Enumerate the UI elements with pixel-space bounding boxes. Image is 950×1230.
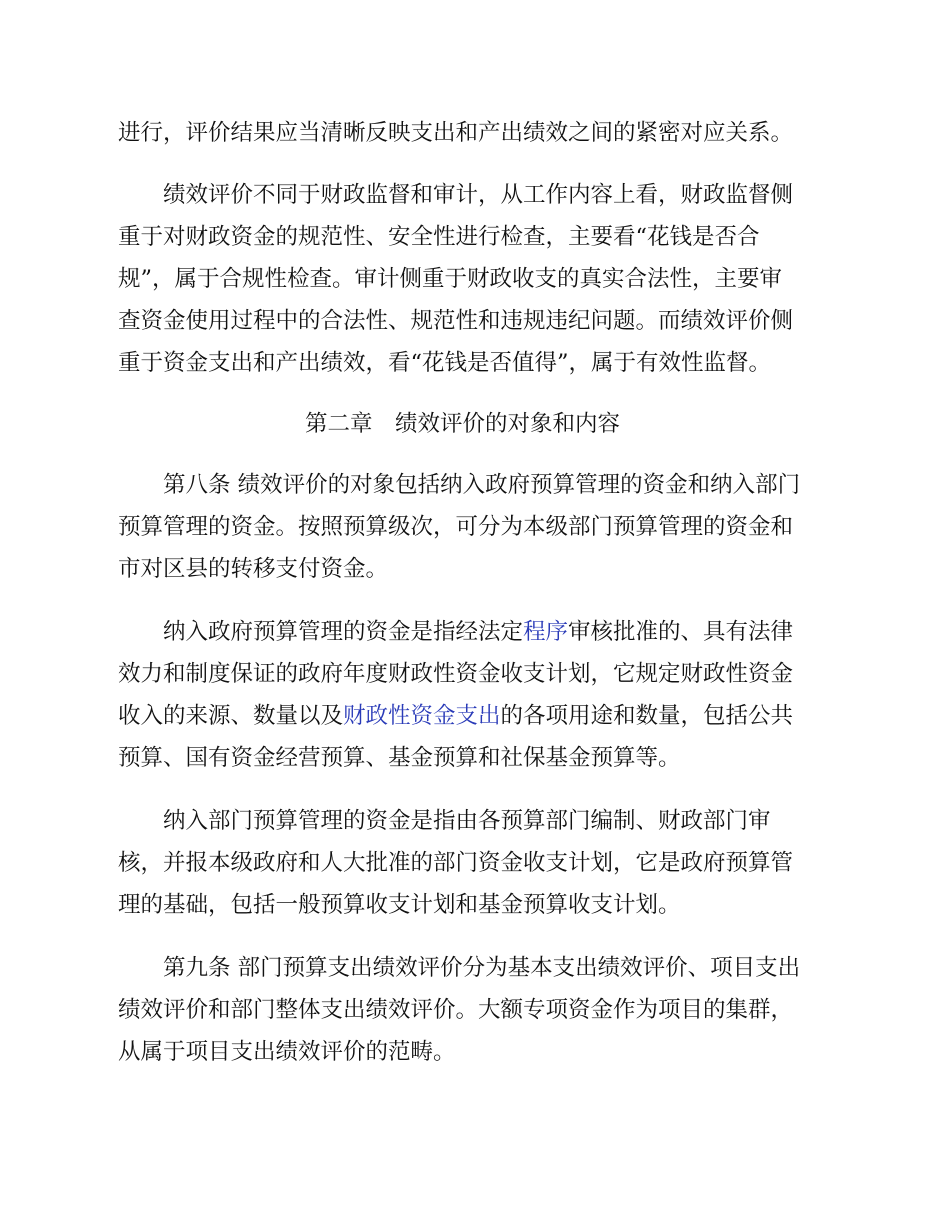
paragraph-line: 绩效评价不同于财政监督和审计，从工作内容上看，财政监督侧 <box>163 182 794 208</box>
chapter-heading: 第二章 绩效评价的对象和内容 <box>305 411 621 437</box>
article-9-line: 第九条 部门预算支出绩效评价分为基本支出绩效评价、项目支出 <box>163 955 801 981</box>
gov-budget-text: 审核批准的、具有法律 <box>568 619 794 645</box>
fiscal-expenditure-link[interactable]: 财政性资金支出 <box>343 703 501 729</box>
gov-budget-line <box>163 617 793 647</box>
gov-budget-line: 预算、国有资金经营预算、基金预算和社保基金预算等。 <box>118 745 681 771</box>
article-9-line: 绩效评价和部门整体支出绩效评价。大额专项资金作为项目的集群， <box>118 997 794 1023</box>
paragraph-line: 查资金使用过程中的合法性、规范性和违规违纪问题。而绩效评价侧 <box>118 308 794 334</box>
gov-budget-line: 效力和制度保证的政府年度财政性资金收支计划，它规定财政性资金 <box>118 661 794 687</box>
dept-budget-line: 核，并报本级政府和人大批准的部门资金收支计划，它是政府预算管 <box>118 850 794 876</box>
article-8-line: 第八条 绩效评价的对象包括纳入政府预算管理的资金和纳入部门 <box>163 472 801 498</box>
article-8-line: 市对区县的转移支付资金。 <box>118 556 389 582</box>
procedure-link[interactable]: 程序 <box>523 619 569 645</box>
gov-budget-line <box>118 701 793 731</box>
article-9-line: 从属于项目支出绩效评价的范畴。 <box>118 1039 456 1065</box>
gov-budget-text: 纳入政府预算管理的资金是指经法定 <box>163 619 524 645</box>
dept-budget-line: 纳入部门预算管理的资金是指由各预算部门编制、财政部门审 <box>163 808 771 834</box>
article-8-line: 预算管理的资金。按照预算级次，可分为本级部门预算管理的资金和 <box>118 514 794 540</box>
gov-budget-text: 收入的来源、数量以及 <box>118 703 344 729</box>
paragraph-line: 进行，评价结果应当清晰反映支出和产出绩效之间的紧密对应关系。 <box>118 120 794 146</box>
gov-budget-text: 的各项用途和数量，包括公共 <box>500 703 794 729</box>
dept-budget-line: 理的基础，包括一般预算收支计划和基金预算收支计划。 <box>118 892 681 918</box>
paragraph-line: 重于资金支出和产出绩效，看“花钱是否值得”，属于有效性监督。 <box>118 350 772 376</box>
paragraph-line: 重于对财政资金的规范性、安全性进行检查，主要看“花钱是否合 <box>118 224 760 250</box>
paragraph-line: 规”，属于合规性检查。审计侧重于财政收支的真实合法性，主要审 <box>118 266 783 292</box>
